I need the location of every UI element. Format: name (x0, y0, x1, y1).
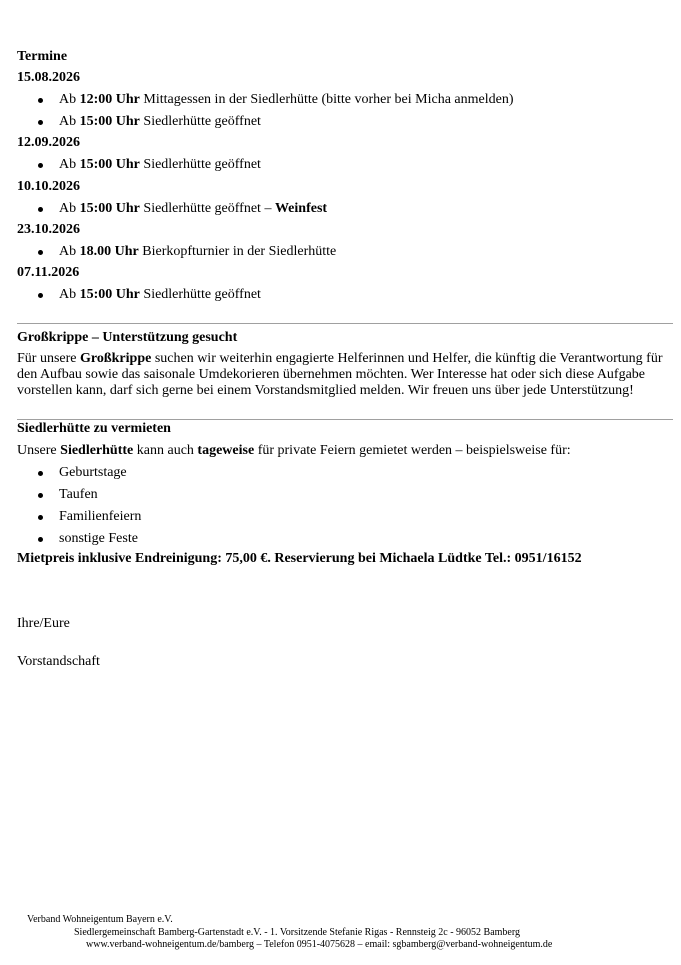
date-1: 15.08.2026 (17, 70, 80, 85)
krippe-heading: Großkrippe – Unterstützung gesucht (17, 330, 238, 345)
termine-heading: Termine (17, 49, 68, 64)
krippe-paragraph: Für unsere Großkrippe suchen wir weiterhin engagierte Helferinnen und Helfer, die künftig die Verantwortung für den Aufbau sowie das saisonale Umdekorieren übernehmen möchten. Wer Interesse hat oder sich diese Aufgabe vorstellen kann, darf sich gerne bei einem Vorstandsmitglied melden. Wir freuen uns über jede Unterstützung! (17, 351, 663, 398)
bullet (38, 293, 43, 298)
bullet (38, 98, 43, 103)
list-item: Ab 15:00 Uhr Siedlerhütte geöffnet (59, 287, 261, 302)
divider (17, 323, 673, 324)
bullet (38, 471, 43, 476)
divider (17, 419, 673, 420)
bullet (38, 120, 43, 125)
list-item: Ab 18.00 Uhr Bierkopfturnier in der Siedlerhütte (59, 244, 337, 259)
huette-intro: Unsere Siedlerhütte kann auch tageweise für private Feiern gemietet werden – beispielsweise für: (17, 443, 571, 458)
list-item: Ab 12:00 Uhr Mittagessen in der Siedlerhütte (bitte vorher bei Micha anmelden) (59, 92, 514, 107)
greeting: Ihre/Eure (17, 616, 70, 631)
list-item: Taufen (59, 487, 98, 502)
huette-heading: Siedlerhütte zu vermieten (17, 421, 171, 436)
date-3: 10.10.2026 (17, 179, 80, 194)
bullet (38, 537, 43, 542)
list-item: Ab 15:00 Uhr Siedlerhütte geöffnet – Weinfest (59, 201, 328, 216)
footer-address: Siedlergemeinschaft Bamberg-Gartenstadt e.V. - 1. Vorsitzende Stefanie Rigas - Rennsteig 2c - 96052 Bamberg (74, 927, 521, 938)
list-item: Ab 15:00 Uhr Siedlerhütte geöffnet (59, 114, 261, 129)
list-item: Familienfeiern (59, 509, 142, 524)
bullet (38, 250, 43, 255)
date-5: 07.11.2026 (17, 265, 80, 280)
bullet (38, 515, 43, 520)
list-item: Ab 15:00 Uhr Siedlerhütte geöffnet (59, 157, 261, 172)
date-4: 23.10.2026 (17, 222, 80, 237)
footer-contact: www.verband-wohneigentum.de/bamberg – Telefon 0951-4075628 – email: sgbamberg@verband-wohneigentum.de (86, 939, 553, 950)
date-2: 12.09.2026 (17, 135, 80, 150)
bullet (38, 493, 43, 498)
rental-price: Mietpreis inklusive Endreinigung: 75,00 €. Reservierung bei Michaela Lüdtke Tel.: 0951/16152 (17, 551, 582, 566)
list-item: sonstige Feste (59, 531, 138, 546)
signature: Vorstandschaft (17, 654, 100, 669)
footer-org: Verband Wohneigentum Bayern e.V. (27, 914, 173, 925)
bullet (38, 207, 43, 212)
list-item: Geburtstage (59, 465, 127, 480)
bullet (38, 163, 43, 168)
